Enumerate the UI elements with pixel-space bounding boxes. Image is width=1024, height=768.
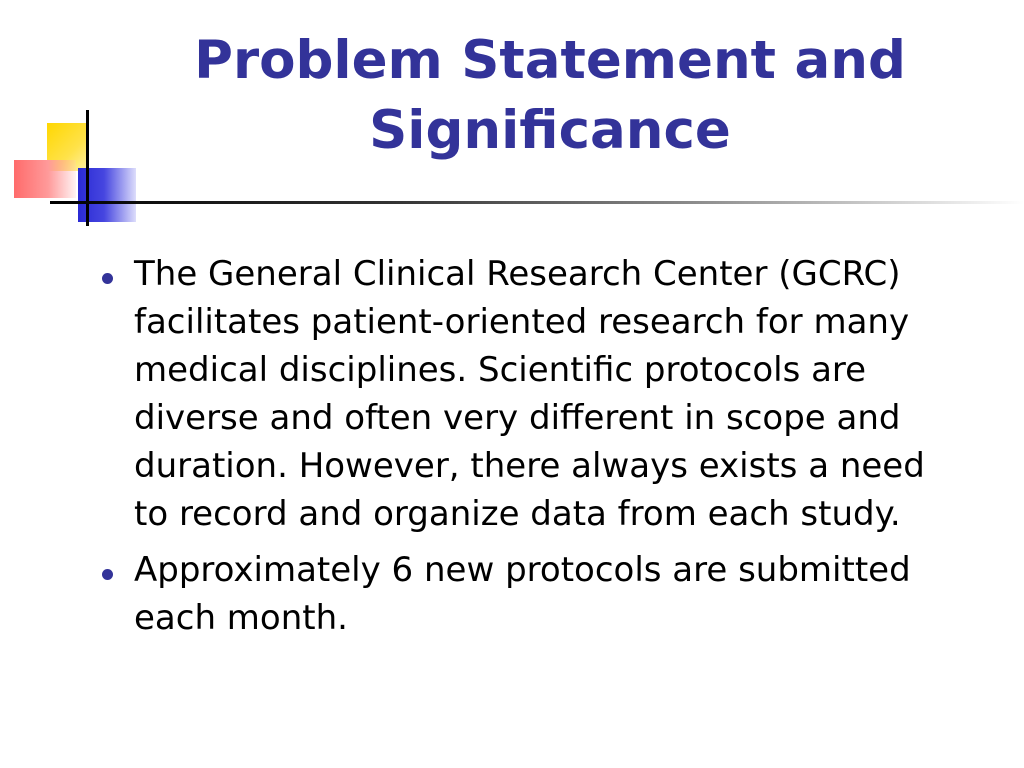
logo-red-square: [14, 160, 76, 198]
bullet-dot-icon: [102, 569, 113, 580]
bullet-item: [96, 546, 946, 642]
bullet-list: [96, 250, 946, 650]
title-divider-line: [50, 201, 1024, 204]
bullet-text: The General Clinical Research Center (GCRC) facilitates patient-oriented research for many medical disciplines. Scientific protocols are diverse and often very different in scope and duration. However, there always exists a need to record and organize data from each study.: [134, 254, 925, 534]
bullet-text: Approximately 6 new protocols are submitted each month.: [134, 550, 911, 638]
title-line-2: Significance: [369, 100, 731, 161]
logo-vertical-line: [86, 110, 89, 226]
bullet-dot-icon: [102, 273, 113, 284]
slide-title: [130, 26, 970, 166]
title-line-1: Problem Statement and: [194, 30, 906, 91]
bullet-item: [96, 250, 946, 538]
